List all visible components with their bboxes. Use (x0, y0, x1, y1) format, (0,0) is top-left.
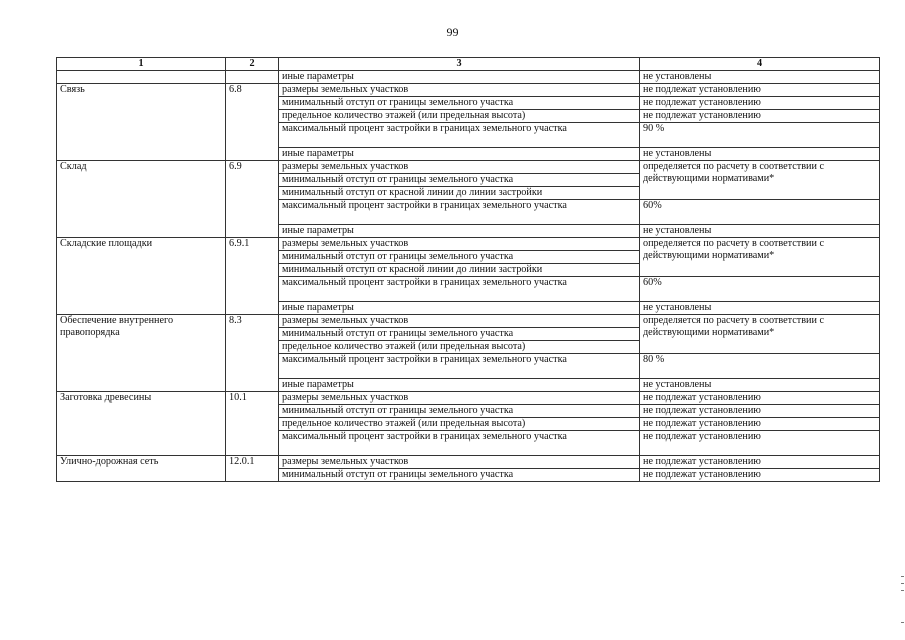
parameter-value: 60% (640, 200, 880, 225)
header-col-2: 2 (226, 58, 279, 71)
use-type-name: Складские площадки (57, 238, 226, 315)
parameter-value: не подлежат установлению (640, 405, 880, 418)
use-type-code: 6.9.1 (226, 238, 279, 315)
parameter-name: максимальный процент застройки в границах земельного участка (279, 277, 640, 302)
header-col-3: 3 (279, 58, 640, 71)
parameter-name: минимальный отступ от границы земельного участка (279, 97, 640, 110)
use-type-code: 6.9 (226, 161, 279, 238)
parameter-value: не подлежат установлению (640, 418, 880, 431)
parameter-name: максимальный процент застройки в границах земельного участка (279, 354, 640, 379)
parameter-value: не установлены (640, 379, 880, 392)
table-header-row (57, 58, 880, 71)
parameter-value: не установлены (640, 225, 880, 238)
parameter-name: минимальный отступ от границы земельного участка (279, 469, 640, 482)
parameter-name: минимальный отступ от красной линии до линии застройки (279, 187, 640, 200)
use-type-code: 8.3 (226, 315, 279, 392)
edge-mark (901, 622, 904, 623)
parameter-value: не подлежат установлению (640, 392, 880, 405)
parameter-value: определяется по расчету в соответствии с действующими нормативами* (640, 161, 880, 200)
table-row (57, 238, 880, 251)
parameter-name: минимальный отступ от границы земельного участка (279, 174, 640, 187)
table-row (57, 71, 880, 84)
parameter-name: иные параметры (279, 71, 640, 84)
use-type-code: 10.1 (226, 392, 279, 456)
use-type-code: 12.0.1 (226, 456, 279, 482)
parameter-name: иные параметры (279, 302, 640, 315)
parameter-name: размеры земельных участков (279, 161, 640, 174)
parameter-name: максимальный процент застройки в границах земельного участка (279, 431, 640, 456)
parameter-value: не установлены (640, 71, 880, 84)
use-type-name: Заготовка древесины (57, 392, 226, 456)
table-row (57, 456, 880, 469)
parameter-value: не установлены (640, 148, 880, 161)
parameter-name: размеры земельных участков (279, 84, 640, 97)
parameter-name: размеры земельных участков (279, 456, 640, 469)
parameter-value: 90 % (640, 123, 880, 148)
parameter-value: 80 % (640, 354, 880, 379)
parameter-value: не подлежат установлению (640, 110, 880, 123)
regulations-table (56, 57, 880, 482)
parameter-name: предельное количество этажей (или предельная высота) (279, 418, 640, 431)
parameter-name: максимальный процент застройки в границах земельного участка (279, 123, 640, 148)
parameter-value: 60% (640, 277, 880, 302)
table-body (57, 71, 880, 482)
parameter-value: не подлежат установлению (640, 97, 880, 110)
parameter-name: максимальный процент застройки в границах земельного участка (279, 200, 640, 225)
header-col-4: 4 (640, 58, 880, 71)
table-row (57, 392, 880, 405)
parameter-name: размеры земельных участков (279, 315, 640, 328)
edge-mark (901, 576, 904, 577)
edge-mark (901, 590, 904, 591)
parameter-name: размеры земельных участков (279, 392, 640, 405)
use-type-code: 6.8 (226, 84, 279, 161)
parameter-value: определяется по расчету в соответствии с действующими нормативами* (640, 238, 880, 277)
parameter-name: иные параметры (279, 225, 640, 238)
parameter-value: не подлежат установлению (640, 84, 880, 97)
page-number: 99 (446, 25, 459, 39)
parameter-name: минимальный отступ от границы земельного участка (279, 328, 640, 341)
use-type-name: Обеспечение внутреннего правопорядка (57, 315, 226, 392)
use-type-name: Связь (57, 84, 226, 161)
use-type-name: Улично-дорожная сеть (57, 456, 226, 482)
use-type-code (226, 71, 279, 84)
parameter-name: иные параметры (279, 148, 640, 161)
parameter-name: предельное количество этажей (или предельная высота) (279, 110, 640, 123)
use-type-name: Склад (57, 161, 226, 238)
table-row (57, 161, 880, 174)
edge-mark (901, 583, 904, 584)
use-type-name (57, 71, 226, 84)
parameter-value: не установлены (640, 302, 880, 315)
parameter-name: минимальный отступ от границы земельного участка (279, 251, 640, 264)
header-col-1: 1 (57, 58, 226, 71)
parameter-name: минимальный отступ от границы земельного участка (279, 405, 640, 418)
parameter-name: иные параметры (279, 379, 640, 392)
parameter-name: размеры земельных участков (279, 238, 640, 251)
parameter-name: предельное количество этажей (или предельная высота) (279, 341, 640, 354)
table-row (57, 315, 880, 328)
parameter-value: не подлежат установлению (640, 431, 880, 456)
parameter-value: определяется по расчету в соответствии с действующими нормативами* (640, 315, 880, 354)
table-row (57, 84, 880, 97)
parameter-value: не подлежат установлению (640, 456, 880, 469)
parameter-value: не подлежат установлению (640, 469, 880, 482)
parameter-name: минимальный отступ от красной линии до линии застройки (279, 264, 640, 277)
